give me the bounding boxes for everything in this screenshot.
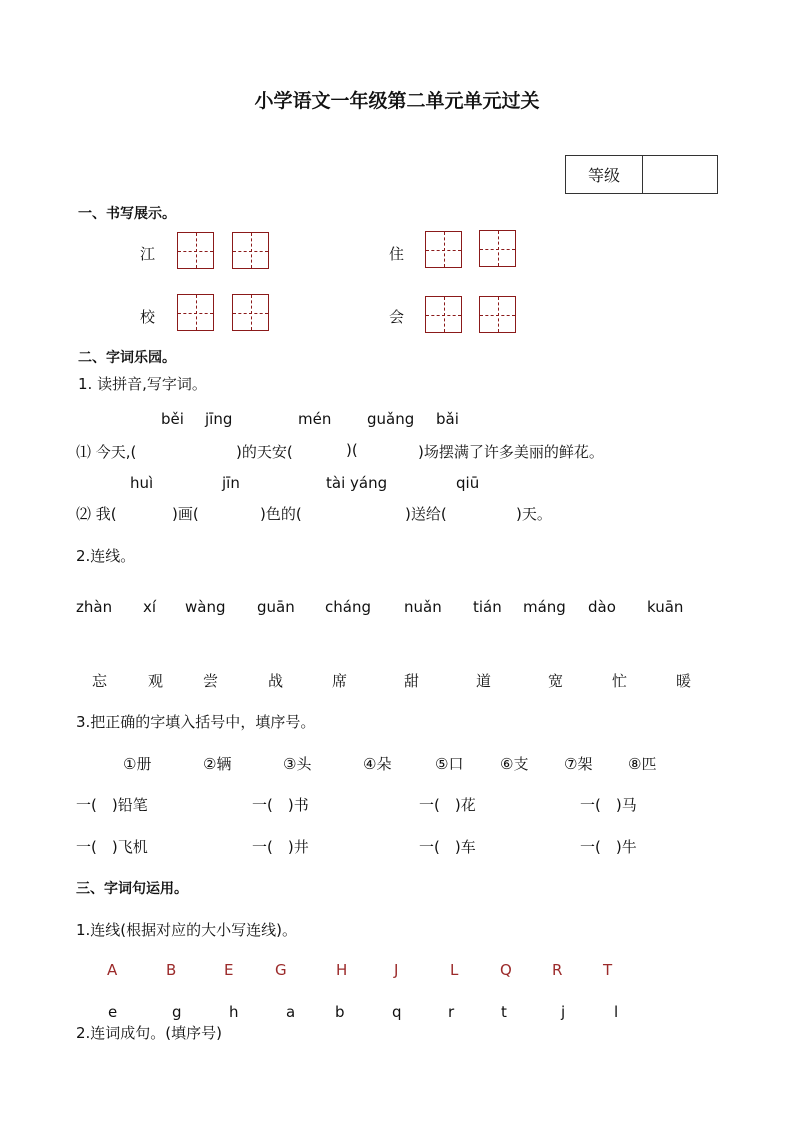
- practice-char-4: 会: [389, 308, 405, 326]
- fill-blank[interactable]: 一( )飞机: [76, 838, 148, 856]
- grade-label: 等级: [566, 156, 643, 193]
- writing-grid-box[interactable]: [232, 232, 269, 269]
- match-pinyin[interactable]: dào: [588, 598, 616, 616]
- fill-blank[interactable]: 一( )铅笔: [76, 796, 148, 814]
- sentence-2-part: )画(: [172, 505, 199, 523]
- lowercase-letter[interactable]: h: [229, 1003, 239, 1021]
- match-char[interactable]: 忘: [92, 672, 108, 690]
- lowercase-letter[interactable]: j: [561, 1003, 566, 1021]
- match-char[interactable]: 战: [268, 672, 284, 690]
- option: ⑧匹: [628, 755, 657, 773]
- writing-grid-box[interactable]: [479, 230, 516, 267]
- lowercase-letter[interactable]: b: [335, 1003, 345, 1021]
- option: ⑤口: [435, 755, 464, 773]
- match-pinyin[interactable]: wàng: [185, 598, 226, 616]
- section3-heading: 三、字词句运用。: [76, 881, 188, 897]
- option: ⑦架: [564, 755, 593, 773]
- fill-blank[interactable]: 一( )井: [252, 838, 309, 856]
- option: ⑥支: [500, 755, 529, 773]
- match-pinyin[interactable]: cháng: [325, 598, 371, 616]
- match-pinyin[interactable]: guān: [257, 598, 295, 616]
- pinyin: bǎi: [436, 410, 459, 428]
- uppercase-letter[interactable]: Q: [500, 961, 512, 979]
- practice-char-1: 江: [140, 245, 156, 263]
- match-pinyin[interactable]: xí: [143, 598, 157, 616]
- uppercase-letter[interactable]: E: [224, 961, 234, 979]
- pinyin: huì: [130, 474, 154, 492]
- section1-heading: 一、书写展示。: [78, 206, 176, 222]
- lowercase-letter[interactable]: a: [286, 1003, 296, 1021]
- uppercase-letter[interactable]: R: [552, 961, 563, 979]
- option: ③头: [283, 755, 312, 773]
- fill-blank[interactable]: 一( )花: [419, 796, 476, 814]
- uppercase-letter[interactable]: L: [450, 961, 459, 979]
- uppercase-letter[interactable]: T: [603, 961, 613, 979]
- grade-value-field[interactable]: [643, 156, 717, 193]
- uppercase-letter[interactable]: H: [336, 961, 348, 979]
- writing-grid-box[interactable]: [479, 296, 516, 333]
- lowercase-letter[interactable]: e: [108, 1003, 118, 1021]
- writing-grid-box[interactable]: [177, 232, 214, 269]
- lowercase-letter[interactable]: q: [392, 1003, 402, 1021]
- lowercase-letter[interactable]: t: [501, 1003, 507, 1021]
- sentence-1-part: )的天安(: [236, 443, 293, 461]
- pinyin: guǎng: [367, 410, 415, 428]
- match-pinyin[interactable]: tián: [473, 598, 502, 616]
- match-char[interactable]: 暖: [676, 672, 692, 690]
- match-char[interactable]: 宽: [548, 672, 564, 690]
- sentence-1-part: ⑴ 今天,(: [76, 443, 137, 461]
- option: ②辆: [203, 755, 232, 773]
- uppercase-letter[interactable]: J: [394, 961, 399, 979]
- match-pinyin[interactable]: zhàn: [76, 598, 113, 616]
- grade-box: [565, 155, 718, 194]
- q3-label: 3.把正确的字填入括号中，填序号。: [76, 713, 316, 731]
- sentence-2-part: ⑵ 我(: [76, 505, 117, 523]
- uppercase-letter[interactable]: A: [107, 961, 118, 979]
- q2-label: 2.连线。: [76, 547, 136, 565]
- pinyin: tài yáng: [326, 474, 388, 492]
- uppercase-letter[interactable]: G: [275, 961, 287, 979]
- writing-grid-box[interactable]: [425, 296, 462, 333]
- writing-grid-box[interactable]: [177, 294, 214, 331]
- sentence-2-part: )送给(: [405, 505, 447, 523]
- section2-heading: 二、字词乐园。: [78, 350, 176, 366]
- sentence-1-part: )场摆满了许多美丽的鲜花。: [418, 443, 604, 461]
- match-char[interactable]: 忙: [612, 672, 628, 690]
- match-char[interactable]: 甜: [404, 672, 420, 690]
- pinyin: jīn: [222, 474, 240, 492]
- match-char[interactable]: 观: [148, 672, 164, 690]
- fill-blank[interactable]: 一( )马: [580, 796, 637, 814]
- pinyin: běi: [161, 410, 184, 428]
- match-char[interactable]: 席: [332, 672, 348, 690]
- fill-blank[interactable]: 一( )书: [252, 796, 309, 814]
- match-pinyin[interactable]: máng: [523, 598, 566, 616]
- fill-blank[interactable]: 一( )车: [419, 838, 476, 856]
- option: ①册: [123, 755, 152, 773]
- match-char[interactable]: 尝: [203, 672, 219, 690]
- practice-char-2: 住: [389, 245, 405, 263]
- writing-grid-box[interactable]: [232, 294, 269, 331]
- pinyin: qiū: [456, 474, 480, 492]
- s3-q2-label: 2.连词成句。(填序号): [76, 1024, 223, 1042]
- fill-blank[interactable]: 一( )牛: [580, 838, 637, 856]
- lowercase-letter[interactable]: g: [172, 1003, 182, 1021]
- sentence-1-part: )(: [346, 441, 358, 459]
- practice-char-3: 校: [140, 308, 156, 326]
- option: ④朵: [363, 755, 392, 773]
- s3-q1-label: 1.连线(根据对应的大小写连线)。: [76, 921, 298, 939]
- pinyin: jīng: [205, 410, 233, 428]
- lowercase-letter[interactable]: r: [448, 1003, 455, 1021]
- pinyin: mén: [298, 410, 332, 428]
- uppercase-letter[interactable]: B: [166, 961, 177, 979]
- lowercase-letter[interactable]: l: [614, 1003, 619, 1021]
- match-pinyin[interactable]: kuān: [647, 598, 684, 616]
- match-char[interactable]: 道: [476, 672, 492, 690]
- writing-grid-box[interactable]: [425, 231, 462, 268]
- sentence-2-part: )色的(: [260, 505, 302, 523]
- match-pinyin[interactable]: nuǎn: [404, 598, 442, 616]
- sentence-2-part: )天。: [516, 505, 552, 523]
- page-title: 小学语文一年级第二单元单元过关: [254, 90, 540, 112]
- q1-label: 1. 读拼音,写字词。: [78, 375, 207, 393]
